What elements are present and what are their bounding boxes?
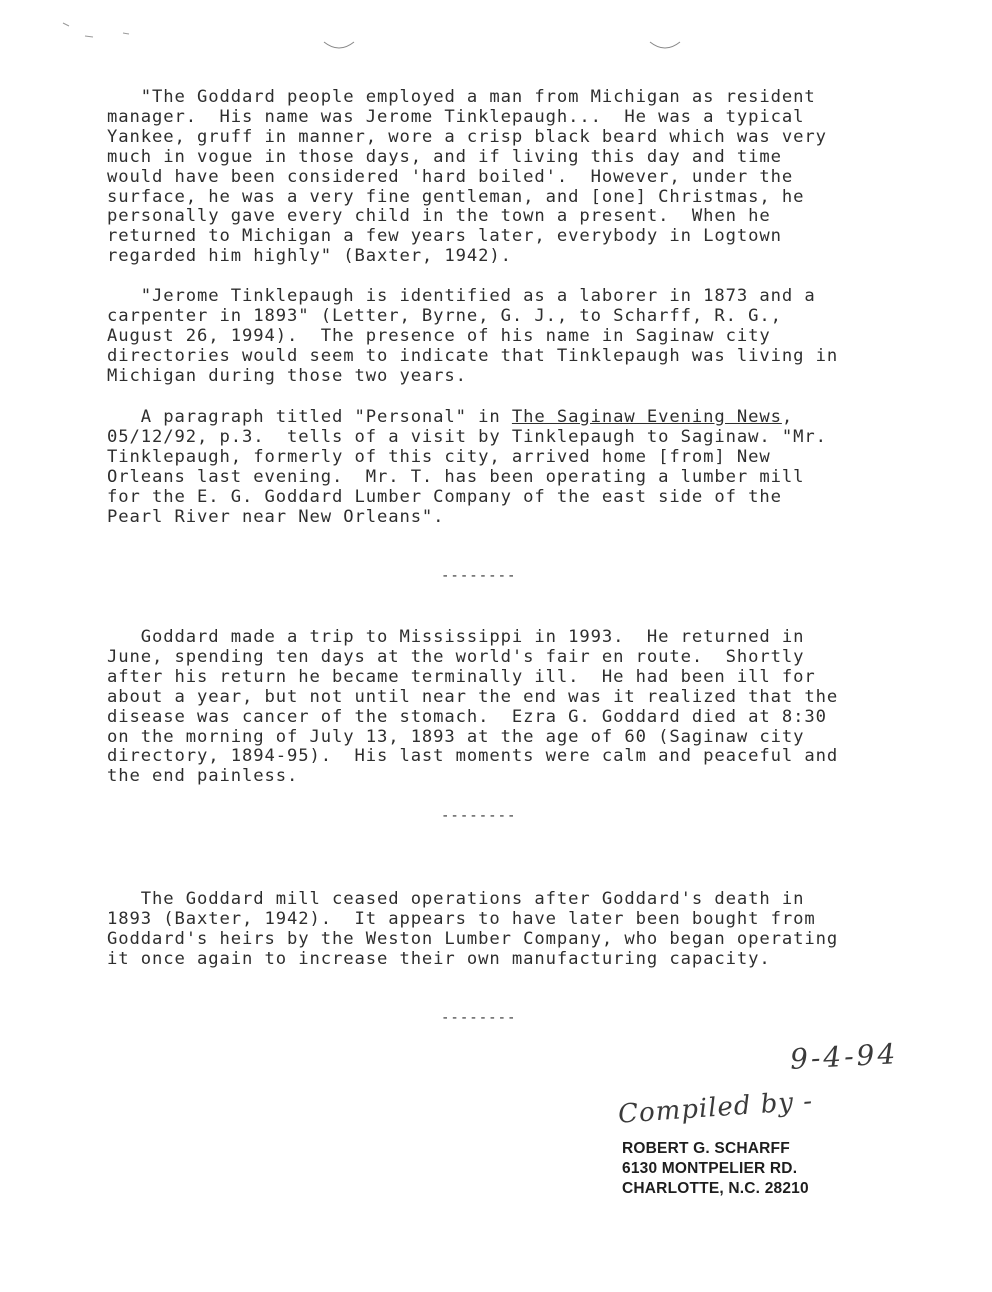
paragraph-tinklepaugh-letter	[107, 287, 907, 387]
separator-2: --------	[441, 808, 517, 824]
paragraph-goddard-death	[107, 628, 907, 787]
p5-line-4: it once again to increase their own manufacturing capacity.	[107, 948, 771, 969]
p1-line-2: manager. His name was Jerome Tinklepaugh... He was a typical	[107, 106, 805, 127]
paragraph-baxter-quote	[107, 88, 907, 267]
p3-line-3: Tinklepaugh, formerly of this city, arrived home [from] New	[107, 446, 771, 467]
scan-mark-corner	[55, 18, 135, 48]
p4-line-8: the end painless.	[107, 766, 299, 787]
p1-line-9: regarded him highly" (Baxter, 1942).	[107, 246, 512, 267]
p3-line-2: 05/12/92, p.3. tells of a visit by Tinklepaugh to Saginaw. "Mr.	[107, 426, 827, 447]
stamp-city: CHARLOTTE, N.C. 28210	[622, 1180, 809, 1197]
scan-mark-hole-right	[648, 38, 682, 54]
p1-line-7: personally gave every child in the town a present. When he	[107, 206, 771, 227]
newspaper-title: The Saginaw Evening News	[511, 407, 782, 427]
p4-line-2: June, spending ten days at the world's fair en route. Shortly	[107, 646, 805, 667]
separator-3: --------	[441, 1010, 517, 1026]
p3-line-6: Pearl River near New Orleans".	[107, 506, 445, 527]
p4-line-5: disease was cancer of the stomach. Ezra G. Goddard died at 8:30	[107, 706, 827, 727]
handwritten-date: 9-4-94	[789, 1037, 899, 1076]
paragraph-saginaw-news	[107, 408, 907, 527]
scan-mark-hole-left	[322, 38, 356, 54]
p2-line-4: directories would seem to indicate that Tinklepaugh was living in	[107, 345, 839, 366]
p3-line-4: Orleans last evening. Mr. T. has been operating a lumber mill	[107, 466, 805, 487]
p1-line-5: would have been considered 'hard boiled'. However, under the	[107, 166, 794, 187]
p3-line-5: for the E. G. Goddard Lumber Company of the east side of the	[107, 486, 782, 507]
p3-line-1-prefix: A paragraph titled "Personal" in	[107, 407, 512, 427]
separator-1: --------	[441, 568, 517, 584]
p5-line-3: Goddard's heirs by the Weston Lumber Company, who began operating	[107, 928, 839, 949]
stamp-name: ROBERT G. SCHARFF	[622, 1140, 790, 1157]
p2-line-5: Michigan during those two years.	[107, 365, 467, 386]
p4-line-3: after his return he became terminally ill. He had been ill for	[107, 666, 816, 687]
stamp-street: 6130 MONTPELIER RD.	[622, 1160, 798, 1177]
p1-line-8: returned to Michigan a few years later, everybody in Logtown	[107, 226, 782, 247]
handwritten-compiled-by: Compiled by -	[617, 1086, 814, 1130]
p4-line-6: on the morning of July 13, 1893 at the age of 60 (Saginaw city	[107, 726, 805, 747]
p5-line-2: 1893 (Baxter, 1942). It appears to have later been bought from	[107, 908, 816, 929]
p4-line-1: Goddard made a trip to Mississippi in 1993. He returned in	[107, 627, 805, 647]
p2-line-1: "Jerome Tinklepaugh is identified as a laborer in 1873 and a	[140, 286, 816, 306]
p2-line-3: August 26, 1994). The presence of his name in Saginaw city	[107, 325, 771, 346]
p2-line-2: carpenter in 1893" (Letter, Byrne, G. J., to Scharff, R. G.,	[107, 305, 782, 326]
p1-line-1: "The Goddard people employed a man from Michigan as resident	[140, 87, 816, 107]
paragraph-mill-ceased	[107, 890, 907, 970]
p4-line-7: directory, 1894-95). His last moments were calm and peaceful and	[107, 746, 839, 767]
p1-line-3: Yankee, gruff in manner, wore a crisp black beard which was very	[107, 126, 827, 147]
p3-line-1-suffix: ,	[781, 407, 794, 427]
p5-line-1: The Goddard mill ceased operations after Goddard's death in	[107, 889, 805, 909]
p1-line-6: surface, he was a very fine gentleman, and [one] Christmas, he	[107, 186, 805, 207]
p4-line-4: about a year, but not until near the end was it realized that the	[107, 686, 839, 707]
p1-line-4: much in vogue in those days, and if living this day and time	[107, 146, 782, 167]
